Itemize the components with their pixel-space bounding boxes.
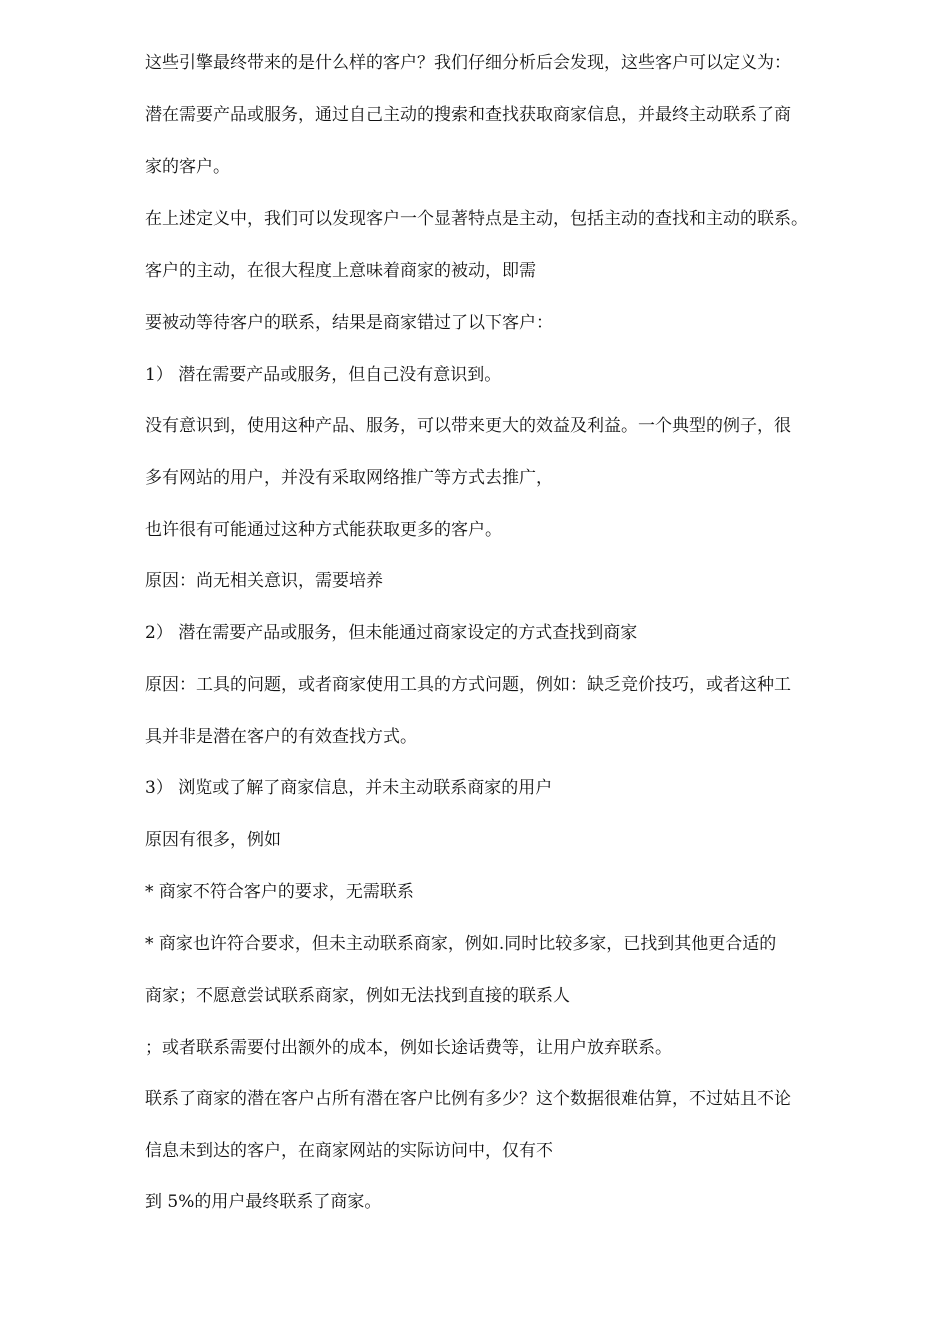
text-line: 原因：尚无相关意识，需要培养 xyxy=(145,571,383,591)
list-item-2: 2） 潜在需要产品或服务，但未能通过商家设定的方式查找到商家 xyxy=(145,623,638,643)
text-line: 信息未到达的客户，在商家网站的实际访问中，仅有不 xyxy=(145,1141,553,1161)
text-line: 具并非是潜在客户的有效查找方式。 xyxy=(145,727,417,747)
text-line: 客户的主动，在很大程度上意味着商家的被动，即需 xyxy=(145,261,536,281)
text-line: 联系了商家的潜在客户占所有潜在客户比例有多少？这个数据很难估算，不过姑且不论 xyxy=(145,1089,791,1109)
list-item-1: 1） 潜在需要产品或服务，但自己没有意识到。 xyxy=(145,365,502,385)
text-line: 要被动等待客户的联系，结果是商家错过了以下客户： xyxy=(145,313,553,333)
text-line: 原因：工具的问题，或者商家使用工具的方式问题，例如：缺乏竞价技巧，或者这种工 xyxy=(145,675,791,695)
text-line: ；或者联系需要付出额外的成本，例如长途话费等，让用户放弃联系。 xyxy=(145,1038,672,1058)
text-line: 原因有很多，例如 xyxy=(145,830,281,850)
list-item-3: 3） 浏览或了解了商家信息，并未主动联系商家的用户 xyxy=(145,778,553,798)
text-line: 家的客户。 xyxy=(145,157,230,177)
bullet-item: * 商家不符合客户的要求，无需联系 xyxy=(145,882,414,902)
text-line: 在上述定义中，我们可以发现客户一个显著特点是主动，包括主动的查找和主动的联系。 xyxy=(145,209,808,229)
text-line: 多有网站的用户，并没有采取网络推广等方式去推广， xyxy=(145,468,553,488)
text-line: 商家；不愿意尝试联系商家，例如无法找到直接的联系人 xyxy=(145,986,570,1006)
text-line: 也许很有可能通过这种方式能获取更多的客户。 xyxy=(145,520,502,540)
text-line: 这些引擎最终带来的是什么样的客户？我们仔细分析后会发现，这些客户可以定义为： xyxy=(145,53,791,73)
text-line: 潜在需要产品或服务，通过自己主动的搜索和查找获取商家信息，并最终主动联系了商 xyxy=(145,105,791,125)
text-line: 到 5%的用户最终联系了商家。 xyxy=(145,1192,382,1212)
bullet-item: * 商家也许符合要求，但未主动联系商家，例如.同时比较多家，已找到其他更合适的 xyxy=(145,934,777,954)
text-line: 没有意识到，使用这种产品、服务，可以带来更大的效益及利益。一个典型的例子，很 xyxy=(145,416,791,436)
